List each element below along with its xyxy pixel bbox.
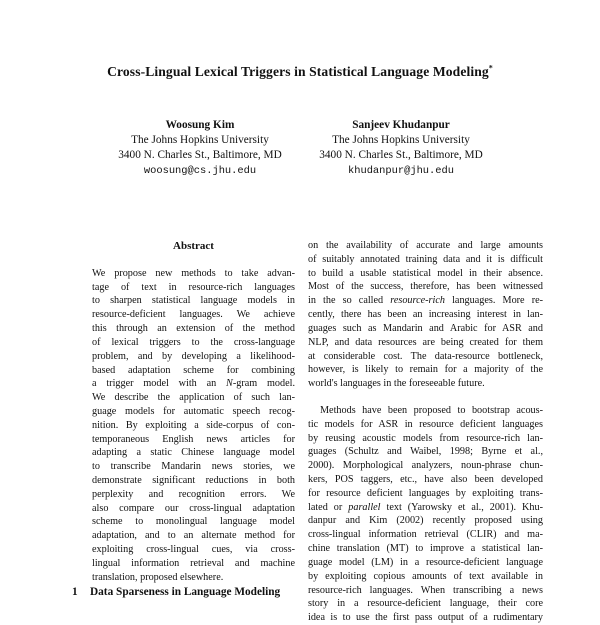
- abstract-column: [92, 240, 295, 585]
- body-line: Methods have been proposed to bootstrap acous-: [320, 404, 543, 416]
- section-heading: [72, 586, 280, 598]
- abstract-line: adaptation, and to an alternate method for: [92, 530, 295, 542]
- author-email: khudanpur@jhu.edu: [347, 164, 454, 177]
- body-line: guage model (LM) in a resource-deficient language: [308, 556, 543, 568]
- abstract-body: [92, 267, 295, 585]
- author-name: Sanjeev Khudanpur: [352, 119, 450, 131]
- author-address: 3400 N. Charles St., Baltimore, MD: [319, 149, 483, 162]
- author-block-2: [276, 118, 526, 179]
- body-line: world's languages in the foreseeable future.: [308, 378, 485, 390]
- body-line: on the availability of accurate and large amounts: [308, 240, 543, 251]
- abstract-line: nition. By exploiting a side-corpus of con-: [92, 419, 295, 431]
- body-line: of suitably annotated training data and it is difficult: [308, 253, 543, 265]
- body-line: for resource deficient languages by exploiting trans-: [308, 487, 543, 499]
- body-line: by exploiting copious amounts of text available in: [308, 570, 543, 582]
- abstract-line: perplexity and recognition errors. We: [92, 488, 295, 500]
- body-line: by reusing acoustic models from resource-rich lan-: [308, 432, 543, 444]
- abstract-line: a trigger model with an N-gram model.: [92, 378, 295, 390]
- abstract-line: tage of text in resource-rich languages: [92, 281, 295, 293]
- body-line: cross-lingual information retrieval (CLIR) and ma-: [308, 529, 543, 541]
- abstract-line: We describe the application of such lan-: [92, 392, 295, 404]
- abstract-line: exploiting cross-lingual cues, via cross-: [92, 544, 295, 556]
- body-column-right: [308, 239, 543, 625]
- abstract-line: translation, proposed elsewhere.: [92, 571, 224, 583]
- body-line: danpur and Kim (2002) recently proposed using: [308, 515, 543, 527]
- title-text: Cross-Lingual Lexical Triggers in Statistical Language Modeling: [107, 64, 489, 79]
- abstract-line: We propose new methods to take advan-: [92, 267, 295, 279]
- body-line: tic models for ASR in resource deficient languages: [308, 418, 543, 430]
- abstract-line: to transcribe Mandarin news stories, we: [92, 461, 295, 473]
- body-line: NLP, and data resources are being created for them: [308, 336, 543, 348]
- body-paragraph-1: [308, 239, 543, 391]
- body-line: resource-rich languages. When transcribing a news: [308, 584, 543, 596]
- body-line: however, is likely to remain for a majority of the: [308, 364, 543, 376]
- abstract-line: problem, and by developing a likelihood-: [92, 350, 295, 362]
- body-line: in the so called resource-rich languages. More re-: [308, 295, 544, 307]
- body-line: guages such as Mandarin and Arabic for ASR and: [308, 322, 543, 334]
- abstract-line: guage models for automatic speech recog-: [92, 405, 295, 417]
- author-email: woosung@cs.jhu.edu: [143, 164, 257, 177]
- paper-title: [0, 64, 600, 80]
- abstract-line: to sharpen statistical language models in: [92, 295, 295, 307]
- abstract-heading: Abstract: [173, 240, 214, 252]
- author-address: 3400 N. Charles St., Baltimore, MD: [118, 149, 282, 162]
- abstract-line: demonstrate significant reductions in both: [92, 475, 295, 486]
- abstract-line: resource-deficient languages. We achieve: [92, 309, 295, 321]
- body-line: at considerable cost. The data-resource bottleneck,: [308, 350, 543, 362]
- abstract-line: scheme to monolingual language model: [92, 516, 295, 528]
- body-line: Most of the success, therefore, has been witnessed: [308, 281, 543, 293]
- body-line: kers, POS taggers, etc., have also been developed: [308, 474, 543, 485]
- body-line: chine translation (MT) to improve a statistical lan-: [308, 543, 543, 555]
- abstract-line: of lexical triggers to the cross-language: [92, 336, 295, 348]
- title-footnote-mark: *: [488, 63, 493, 73]
- abstract-line: this through an extension of the method: [92, 323, 295, 335]
- abstract-line: adapting a static Chinese language model: [92, 447, 295, 459]
- body-line: lated or parallel text (Yarowsky et al., 2001). Khu-: [308, 501, 543, 513]
- body-line: 2000). Morphological analyzers, noun-phrase chun-: [308, 460, 543, 472]
- abstract-line: also compare our cross-lingual adaptation: [92, 502, 295, 514]
- section-title: Data Sparseness in Language Modeling: [90, 586, 281, 598]
- abstract-line: based adaptation scheme for combining: [92, 364, 295, 376]
- body-line: guages (Schultz and Waibel, 1998; Byrne et al.,: [308, 446, 543, 458]
- section-number: 1: [72, 586, 78, 598]
- body-line: story in a resource-deficient language, their core: [308, 598, 543, 610]
- body-paragraph-2: [308, 404, 543, 625]
- author-affiliation: The Johns Hopkins University: [131, 134, 269, 147]
- body-line: cently, there has been an increasing interest in lan-: [308, 309, 543, 321]
- body-line: idea is to use the first pass output of a rudimentary: [308, 612, 543, 624]
- author-name: Woosung Kim: [165, 119, 235, 131]
- abstract-line: lingual information retrieval and machine: [92, 557, 295, 569]
- abstract-line: temporaneous English news articles for: [92, 433, 295, 445]
- body-line: to build a usable statistical model in their absence.: [308, 267, 543, 279]
- author-affiliation: The Johns Hopkins University: [332, 134, 470, 147]
